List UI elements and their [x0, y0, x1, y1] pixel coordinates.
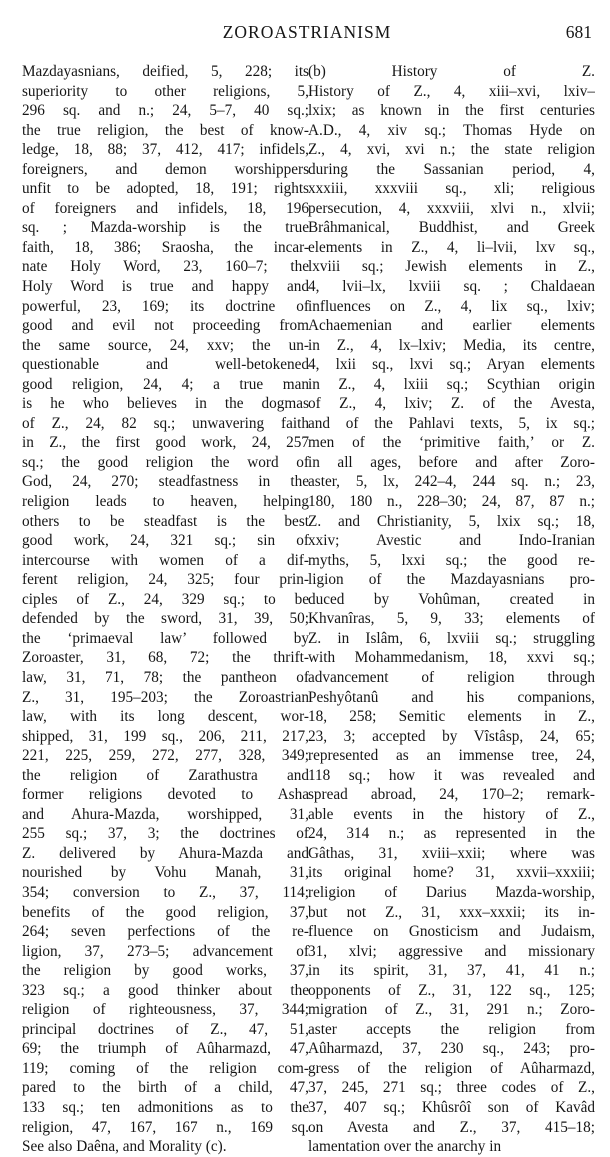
index-line: the religion of Zarathustra and: [22, 766, 309, 784]
index-line: with Mohammedanism, 18, xxvi sq.;: [308, 649, 595, 667]
index-line: elements in Z., 4, li–lvii, lxv sq.,: [308, 238, 595, 256]
index-line: A.D., 4, xiv sq.; Thomas Hyde on: [308, 121, 595, 139]
index-line: ferent religion, 24, 325; four prin-: [22, 571, 309, 589]
index-line: Aûharmazd, 37, 230 sq., 243; pro-: [308, 1040, 595, 1058]
index-line: able events in the history of Z.,: [308, 805, 595, 823]
index-line: Holy Word is true and happy and: [22, 278, 309, 296]
index-line: Brâhmanical, Buddhist, and Greek: [308, 219, 595, 237]
index-line: superiority to other religions, 5,: [22, 82, 309, 100]
index-line: 119; coming of the religion com-: [22, 1059, 309, 1077]
index-line: lxix; as known in the first centuries: [308, 102, 595, 120]
index-line: and of the Pahlavi texts, 5, ix sq.;: [308, 414, 595, 432]
index-line: 24, 314 n.; as represented in the: [308, 825, 595, 843]
index-line: faith, 18, 386; Sraosha, the incar-: [22, 238, 309, 256]
index-line: the religion by good works, 37,: [22, 962, 309, 980]
index-line: 4, lxii sq., lxvi sq.; Aryan elements: [308, 356, 595, 374]
index-line: 69; the triumph of Aûharmazd, 47,: [22, 1040, 309, 1058]
index-line: questionable and well-betokened: [22, 356, 309, 374]
index-column-right: [308, 62, 595, 1157]
index-line: the same source, 24, xxv; the un-: [22, 336, 309, 354]
index-line: others to be steadfast is the best: [22, 512, 309, 530]
index-line: (b) History of Z.: [308, 63, 595, 80]
index-line: of Z., 4, lxiv; Z. of the Avesta,: [308, 395, 595, 413]
index-line: advancement of religion through: [308, 668, 595, 686]
index-line: gress of the religion of Aûharmazd,: [308, 1059, 595, 1077]
index-line: powerful, 23, 169; its doctrine of: [22, 297, 309, 315]
index-line: unfit to be adopted, 18, 191; rights: [22, 180, 309, 198]
index-line: influences on Z., 4, lix sq., lxiv;: [308, 297, 595, 315]
index-line: fluence on Gnosticism and Judaism,: [308, 923, 595, 941]
index-line: is he who believes in the dogmas: [22, 395, 309, 413]
index-line: 296 sq. and n.; 24, 5–7, 40 sq.;: [22, 102, 309, 120]
index-line: 264; seven perfections of the re-: [22, 923, 309, 941]
index-line: sq. ; Mazda-worship is the true: [22, 219, 309, 237]
index-line: 37, 245, 271 sq.; three codes of Z.,: [308, 1079, 595, 1097]
index-line: ligion, 37, 273–5; advancement of: [22, 942, 309, 960]
index-line: in all ages, before and after Zoro-: [308, 453, 595, 471]
index-line: in its spirit, 31, 37, 41, 41 n.;: [308, 962, 595, 980]
index-line: xxxiii, xxxviii sq., xli; religious: [308, 180, 595, 198]
index-line: aster accepts the religion from: [308, 1020, 595, 1038]
index-line: migration of Z., 31, 291 n.; Zoro-: [308, 1001, 595, 1019]
index-line: religion, 47, 167, 167 n., 169 sq.: [22, 1118, 309, 1136]
index-line: Khvanîras, 5, 9, 33; elements of: [308, 610, 595, 628]
page-number: 681: [565, 22, 592, 42]
index-line: 18, 258; Semitic elements in Z.,: [308, 708, 595, 726]
index-line: 4, lvii–lx, lxviii sq. ; Chaldaean: [308, 278, 595, 296]
index-line: spread abroad, 24, 170–2; remark-: [308, 786, 595, 804]
index-line: sq.; the good religion the word of: [22, 453, 309, 471]
index-line: principal doctrines of Z., 47, 51,: [22, 1020, 309, 1038]
index-line: lamentation over the anarchy in: [308, 1138, 502, 1156]
index-line: nate Holy Word, 23, 160–7; the: [22, 258, 309, 276]
index-line: law, with its long descent, wor-: [22, 708, 309, 726]
index-line: shipped, 31, 199 sq., 206, 211, 217,: [22, 727, 309, 745]
index-line: aster, 5, lx, 242–4, 244 sq. n.; 23,: [308, 473, 595, 491]
index-line: Zoroaster, 31, 68, 72; the thrift-: [22, 649, 309, 667]
running-title: ZOROASTRIANISM: [222, 22, 392, 42]
index-line: religion leads to heaven, helping: [22, 493, 309, 511]
index-line: and Ahura-Mazda, worshipped, 31,: [22, 805, 309, 823]
index-line: men of the ‘primitive faith,’ or Z.: [308, 434, 595, 452]
index-line: xxiv; Avestic and Indo-Iranian: [308, 532, 595, 550]
index-line: law, 31, 71, 78; the pantheon of: [22, 668, 309, 686]
index-line: Mazdayasnians, deified, 5, 228; its: [22, 63, 309, 80]
index-line: represented as an immense tree, 24,: [308, 747, 595, 765]
index-line: Achaemenian and earlier elements: [308, 317, 595, 335]
index-line: 118 sq.; how it was revealed and: [308, 766, 595, 784]
index-line: during the Sassanian period, 4,: [308, 160, 595, 178]
index-line: History of Z., 4, xiii–xvi, lxiv–: [308, 82, 595, 100]
index-line: of Z., 24, 82 sq.; unwavering faith: [22, 414, 309, 432]
index-line: ledge, 18, 88; 37, 412, 417; infidels,: [22, 141, 309, 159]
index-line: 323 sq.; a good thinker about the: [22, 981, 309, 999]
index-line: Gâthas, 31, xviii–xxii; where was: [308, 844, 595, 862]
index-line: in Z., the first good work, 24, 257: [22, 434, 309, 452]
index-line: on Avesta and Z., 37, 415–18;: [308, 1118, 595, 1136]
index-line: 37, 407 sq.; Khûsrôî son of Kavâd: [308, 1098, 595, 1116]
index-line: the true religion, the best of know-: [22, 121, 309, 139]
index-line: opponents of Z., 31, 122 sq., 125;: [308, 981, 595, 999]
index-line: 31, xlvi; aggressive and missionary: [308, 942, 595, 960]
index-line: but not Z., 31, xxx–xxxii; its in-: [308, 903, 595, 921]
index-line: pared to the birth of a child, 47,: [22, 1079, 309, 1097]
index-line: in Z., 4, lx–lxiv; Media, its centre,: [308, 336, 595, 354]
index-line: good religion, 24, 4; a true man: [22, 375, 309, 393]
index-line: religion of righteousness, 37, 344;: [22, 1001, 309, 1019]
index-line: defended by the sword, 31, 39, 50;: [22, 610, 309, 628]
index-line: religion of Darius Mazda-worship,: [308, 883, 595, 901]
index-line: the ‘primaeval law’ followed by: [22, 629, 309, 647]
index-line: 23, 3; accepted by Vîstâsp, 24, 65;: [308, 727, 595, 745]
index-line: 354; conversion to Z., 37, 114;: [22, 883, 309, 901]
index-column-left: [22, 62, 309, 1157]
index-line: 221, 225, 259, 272, 277, 328, 349;: [22, 747, 309, 765]
index-line: Z. in Islâm, 6, lxviii sq.; struggling: [308, 629, 595, 647]
index-line: nourished by Vohu Manah, 31,: [22, 864, 309, 882]
index-line: Z. delivered by Ahura-Mazda and: [22, 844, 309, 862]
index-line: of foreigners and infidels, 18, 196: [22, 199, 309, 217]
index-line: Z. and Christianity, 5, lxix sq.; 18,: [308, 512, 595, 530]
index-line: Peshyôtanû and his companions,: [308, 688, 595, 706]
index-line: its original home? 31, xxvii–xxxiii;: [308, 864, 595, 882]
index-line: 133 sq.; ten admonitions as to the: [22, 1098, 309, 1116]
index-line: lxviii sq.; Jewish elements in Z.,: [308, 258, 595, 276]
index-line: ligion of the Mazdayasnians pro-: [308, 571, 595, 589]
index-line: duced by Vohûman, created in: [308, 590, 595, 608]
index-line: persecution, 4, xxxviii, xlvi n., xlvii;: [308, 199, 595, 217]
index-line: 255 sq.; 37, 3; the doctrines of: [22, 825, 309, 843]
index-line: God, 24, 270; steadfastness in the: [22, 473, 309, 491]
index-line: benefits of the good religion, 37,: [22, 903, 309, 921]
index-line: See also Daêna, and Morality (c).: [22, 1138, 227, 1156]
index-line: Z., 31, 195–203; the Zoroastrian: [22, 688, 309, 706]
index-line: good work, 24, 321 sq.; sin of: [22, 532, 309, 550]
index-line: ciples of Z., 24, 329 sq.; to be: [22, 590, 309, 608]
index-line: 180, 180 n., 228–30; 24, 87, 87 n.;: [308, 493, 595, 511]
index-line: foreigners, and demon worshippers: [22, 160, 309, 178]
index-line: myths, 5, lxxi sq.; the good re-: [308, 551, 595, 569]
index-line: in Z., 4, lxiii sq.; Scythian origin: [308, 375, 595, 393]
index-line: good and evil not proceeding from: [22, 317, 309, 335]
index-line: former religions devoted to Asha: [22, 786, 309, 804]
index-line: Z., 4, xvi, xvi n.; the state religion: [308, 141, 595, 159]
index-line: intercourse with women of a dif-: [22, 551, 309, 569]
running-header: [22, 20, 592, 46]
